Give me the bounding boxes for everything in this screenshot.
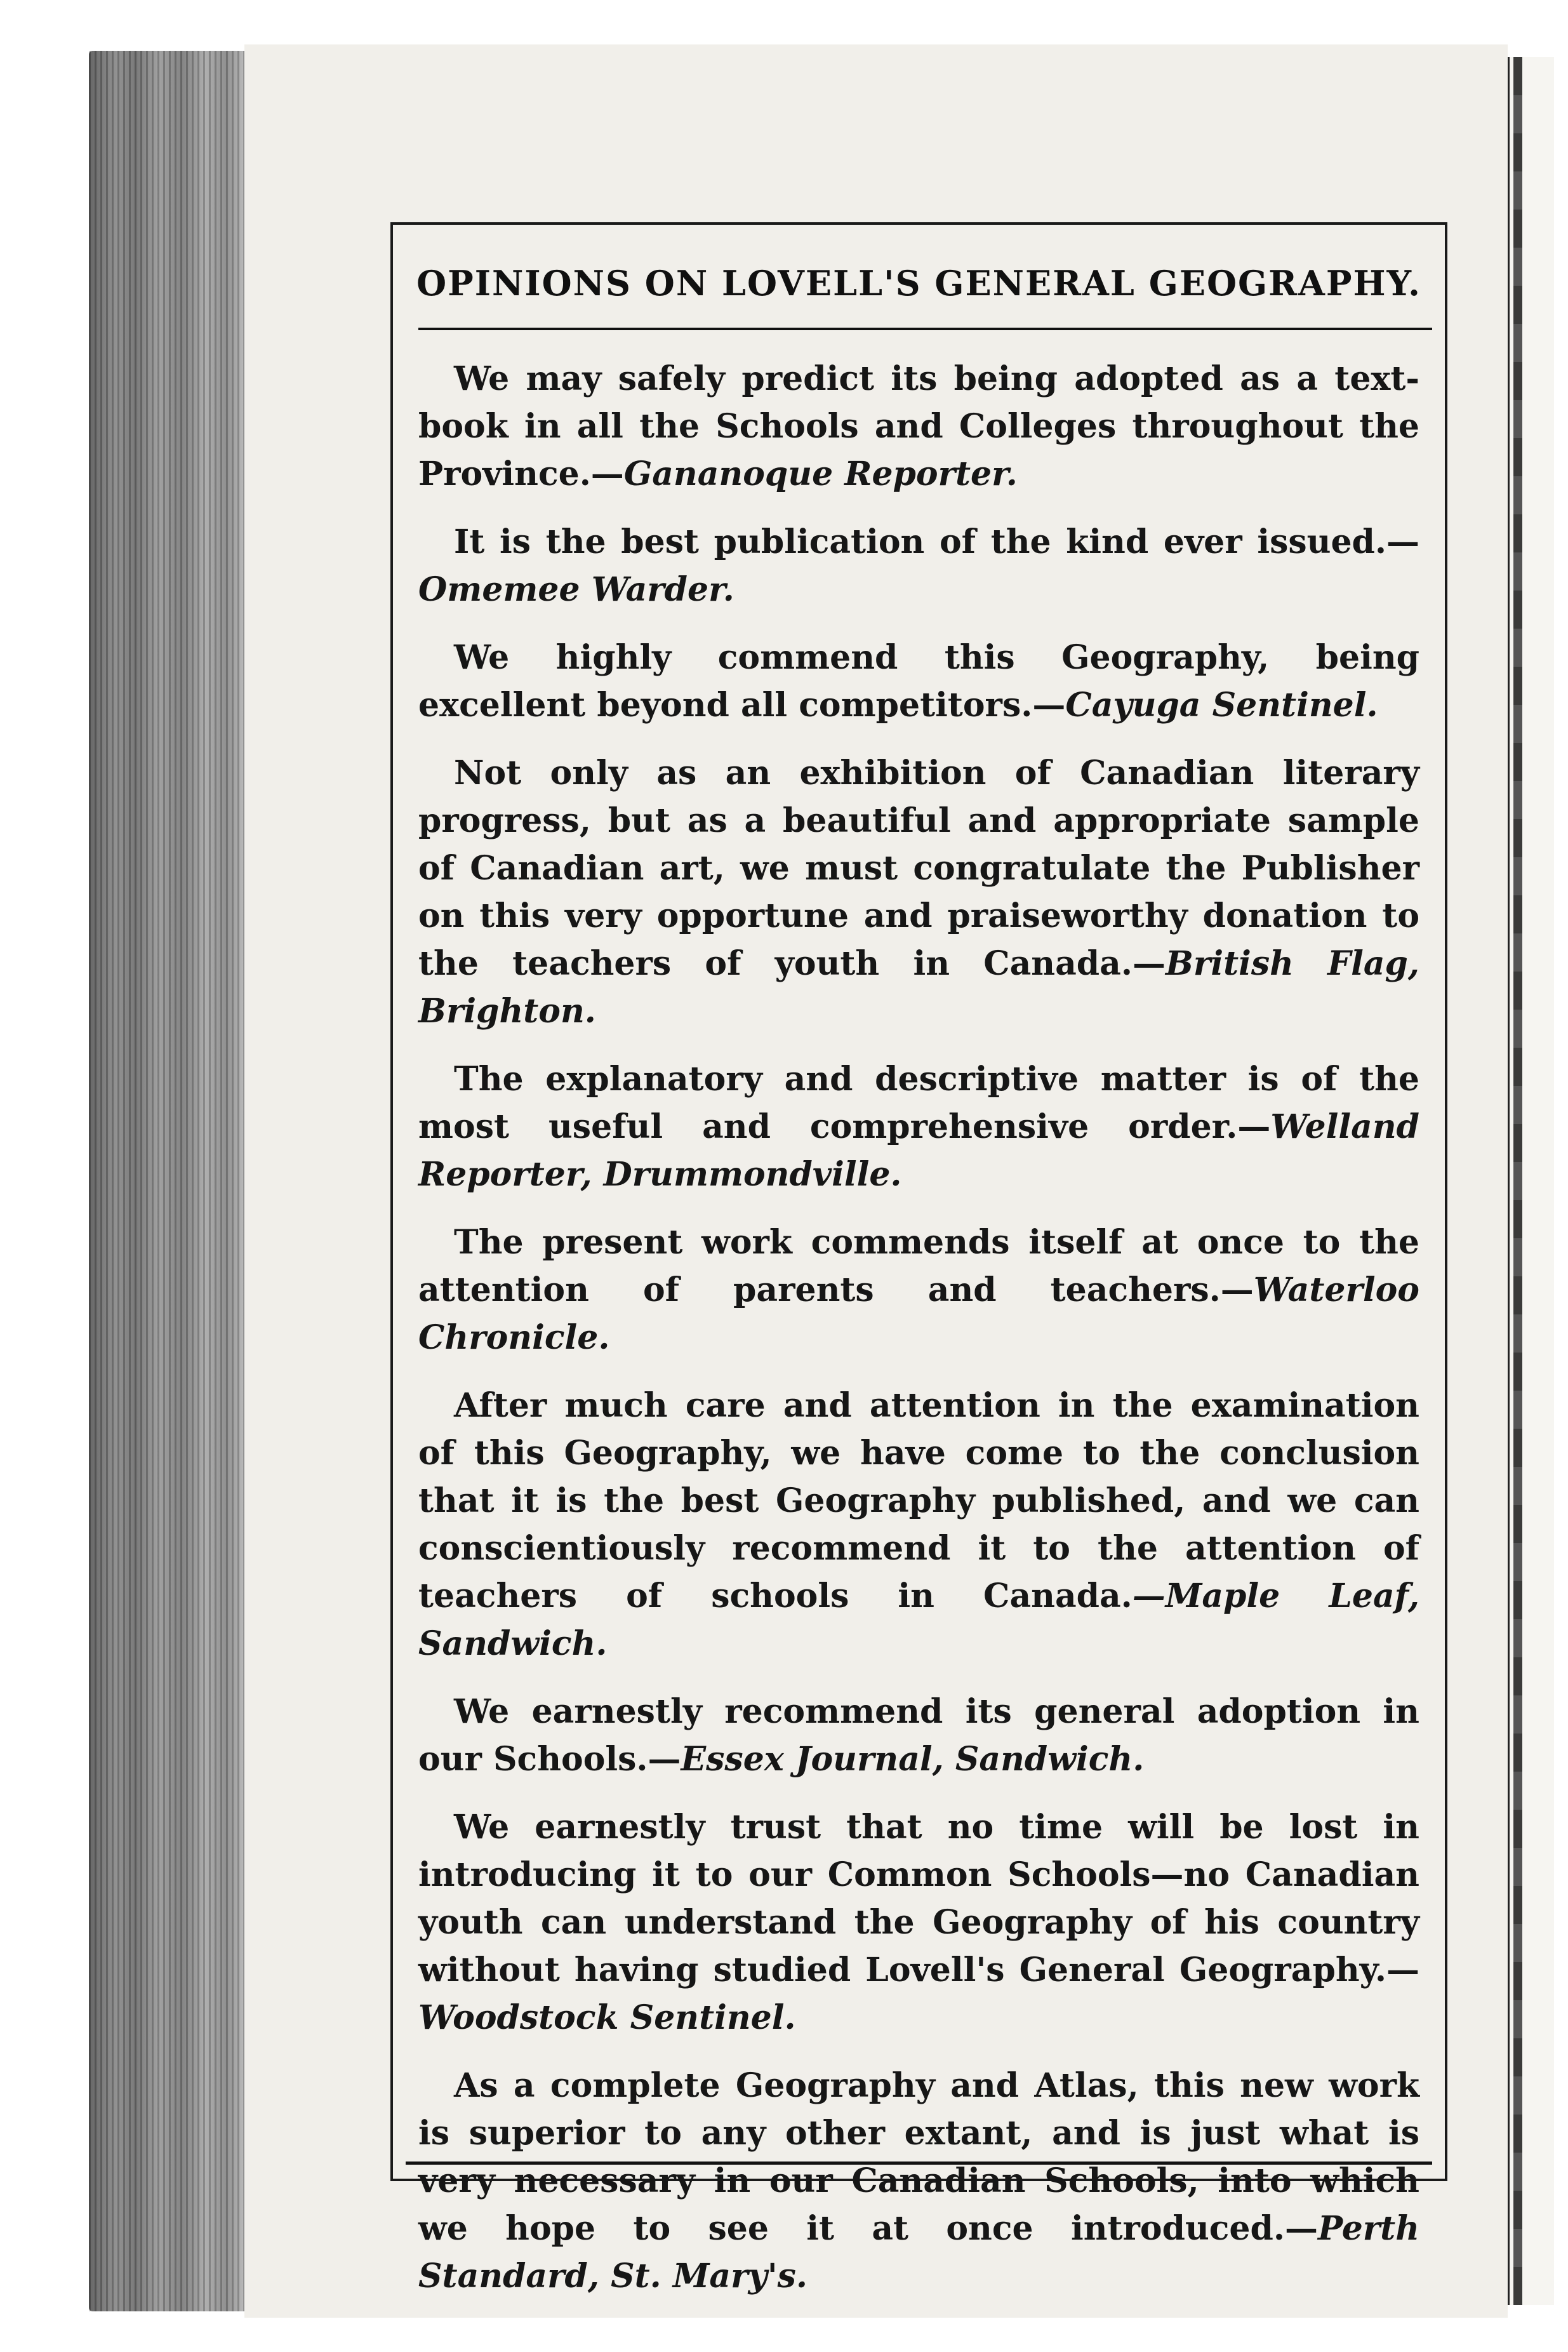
opinion-paragraph	[418, 355, 1419, 498]
opinion-source: —Maple Leaf, Sandwich.	[418, 1577, 1419, 1663]
opinion-text: We may safely predict its being adopted as a text-book in all the Schools and Colleges throughout the Province.—	[418, 359, 1419, 493]
opinion-text: We highly commend this Geography, being excellent beyond all competitors.—	[418, 638, 1419, 725]
opinions-list	[418, 355, 1419, 2320]
title-rule	[418, 328, 1432, 330]
opinion-text: The explanatory and descriptive matter is of the most useful and comprehensive order.—	[418, 1060, 1419, 1146]
opinion-paragraph	[418, 518, 1419, 613]
scan-margin-left	[0, 0, 89, 2352]
opinion-paragraph	[418, 1219, 1419, 1361]
opinion-paragraph	[418, 2062, 1419, 2300]
opinion-paragraph	[418, 1055, 1419, 1198]
opinion-source: Perth Standard, St. Mary's.	[418, 2209, 1419, 2295]
opinion-source: Gananoque Reporter.	[623, 455, 1018, 493]
opinion-paragraph	[418, 1688, 1419, 1783]
opinion-paragraph	[418, 1803, 1419, 2041]
opinion-source: Welland Reporter, Drummondville.	[418, 1107, 1419, 1194]
opinion-paragraph	[418, 634, 1419, 729]
advertisement-frame	[390, 222, 1447, 2295]
bottom-rule	[406, 2162, 1432, 2165]
opinion-paragraph	[418, 1382, 1419, 1667]
page-stack-edges	[89, 51, 244, 2311]
opinion-text: It is the best publication of the kind ever issued.—	[454, 523, 1419, 561]
opinion-source: Omemee Warder.	[418, 570, 734, 609]
opinion-text: As a complete Geography and Atlas, this new work is superior to any other extant, and is just what is very necessary in our Canadian Schools, into which we hope to see it at once introduced.—	[418, 2066, 1419, 2248]
opinion-source: Woodstock Sentinel.	[418, 1998, 796, 2037]
opinion-source: British Flag, Brighton.	[418, 944, 1419, 1031]
opinion-source: Cayuga Sentinel.	[1065, 686, 1378, 725]
page-title: OPINIONS ON LOVELL'S GENERAL GEOGRAPHY.	[416, 263, 1421, 304]
opinion-text: Not only as an exhibition of Canadian literary progress, but as a beautiful and appropriate sample of Canadian art, we must congratulate the Publisher on this very opportune and praiseworthy donation to the teachers of youth in Canada.—	[418, 754, 1419, 983]
opinion-source: Essex Journal, Sandwich.	[681, 1740, 1145, 1779]
opinion-text: We earnestly trust that no time will be lost in introducing it to our Common Schools—no Canadian youth can understand the Geography of his country without having studied Lovell's General Geography.—	[418, 1808, 1419, 1989]
opinion-text: After much care and attention in the examination of this Geography, we have come to the conclusion that it is the best Geography published, and we can conscientiously recommend it to the attention of teachers of schools in Canada.	[418, 1386, 1419, 1615]
opinion-source: Waterloo Chronicle.	[418, 1271, 1419, 1357]
facing-page-edge	[1508, 57, 1554, 2305]
opinion-text: We earnestly recommend its general adoption in our Schools.—	[418, 1692, 1419, 1779]
opinion-text: The present work commends itself at once to the attention of parents and teachers.—	[418, 1223, 1419, 1309]
opinion-paragraph	[418, 749, 1419, 1035]
